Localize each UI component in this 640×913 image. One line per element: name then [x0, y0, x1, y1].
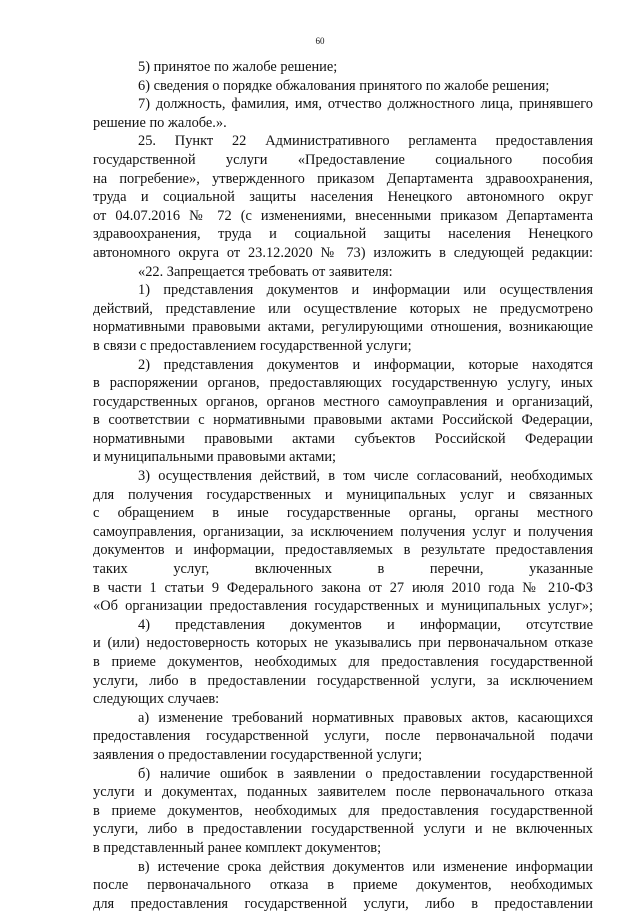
text-line: от 04.07.2016 № 72 (с изменениями, внесенными приказом Департамента [93, 207, 593, 224]
text-line: в приеме документов, необходимых для предоставления государственной [93, 802, 593, 819]
text-line: действий, представление или осуществление которых не предусмотрено [93, 300, 593, 317]
text-line: решение по жалобе.». [93, 114, 227, 131]
text-line: и (или) недостоверность которых не указывались при первоначальном отказе [93, 635, 593, 652]
text-line: 25. Пункт 22 Административного регламента предоставления [138, 133, 593, 150]
text-line: в представленный ранее комплект документов; [93, 839, 382, 856]
text-line: 5) принятое по жалобе решение; [138, 59, 338, 75]
text-line: в связи с предоставлением государственной услуги; [93, 337, 412, 354]
text-line: таких услуг, включенных в перечни, указанные [93, 561, 593, 578]
text-line: для получения государственных и муниципальных услуг и связанных [93, 486, 593, 503]
text-line: заявления о предоставлении государственной услуги; [93, 746, 423, 763]
text-line: государственной услуги «Предоставление социального пособия [93, 151, 593, 168]
text-line: нормативными правовыми актами субъектов Российской Федерации [93, 430, 593, 447]
text-line: 7) должность, фамилия, имя, отчество должностного лица, принявшего [138, 96, 593, 113]
page-number: 60 [315, 36, 325, 46]
document-body [93, 58, 593, 913]
text-line: документов и информации, предоставляемых в результате предоставления [93, 542, 593, 559]
text-line: в приеме документов, необходимых для предоставления государственной [93, 654, 593, 670]
text-line: в) истечение срока действия документов или изменение информации [138, 858, 593, 875]
text-line: и муниципальными правовыми актами; [93, 449, 337, 466]
text-line: в части 1 статьи 9 Федерального закона от 27 июля 2010 года № 210-ФЗ [93, 579, 593, 596]
text-line: 4) представления документов и информации, отсутствие [138, 616, 593, 633]
text-line: следующих случаев: [93, 691, 220, 708]
text-line: «22. Запрещается требовать от заявителя: [138, 263, 393, 280]
text-line: б) наличие ошибок в заявлении о предоставлении государственной [138, 765, 593, 782]
text-line: в соответствии с нормативными правовыми актами Российской Федерации, [93, 412, 593, 429]
text-line: после первоначального отказа в приеме документов, необходимых [93, 877, 593, 894]
text-line: труда и социальной защиты населения Ненецкого автономного округ [93, 189, 593, 206]
text-line: самоуправления, организации, за исключением получения услуг и получения [93, 523, 593, 540]
text-line: 3) осуществления действий, в том числе согласований, необходимых [138, 468, 593, 485]
text-line: услуги и документах, поданных заявителем после первоначального отказа [93, 784, 593, 801]
text-line: услуги, либо в предоставлении государственной услуги, за исключением [93, 672, 593, 689]
text-line: автономного округа от 23.12.2020 № 73) изложить в следующей редакции: [93, 244, 593, 261]
text-line: на погребение», утвержденного приказом Департамента здравоохранения, [93, 170, 593, 187]
text-line: 6) сведения о порядке обжалования принятого по жалобе решения; [138, 77, 550, 94]
text-line: «Об организации предоставления государственных и муниципальных услуг»; [93, 598, 593, 615]
text-line: с обращением в иные государственные органы, органы местного [93, 505, 593, 522]
text-line: нормативными правовыми актами, регулирующими отношения, возникающие [93, 319, 593, 336]
text-line: для предоставления государственной услуги, либо в предоставлении [93, 895, 593, 912]
text-line: предоставления государственной услуги, после первоначальной подачи [93, 728, 593, 745]
text-line: в распоряжении органов, предоставляющих государственную услугу, иных [93, 375, 593, 392]
text-line: государственных органов, органов местного самоуправления и организаций, [93, 393, 593, 410]
text-line: услуги, либо в предоставлении государственной услуги и не включенных [93, 821, 593, 838]
text-line: здравоохранения, труда и социальной защиты населения Ненецкого [93, 226, 593, 243]
text-line: а) изменение требований нормативных правовых актов, касающихся [138, 709, 593, 726]
text-line: 2) представления документов и информации, которые находятся [138, 356, 593, 373]
text-line: 1) представления документов и информации или осуществления [138, 282, 593, 299]
